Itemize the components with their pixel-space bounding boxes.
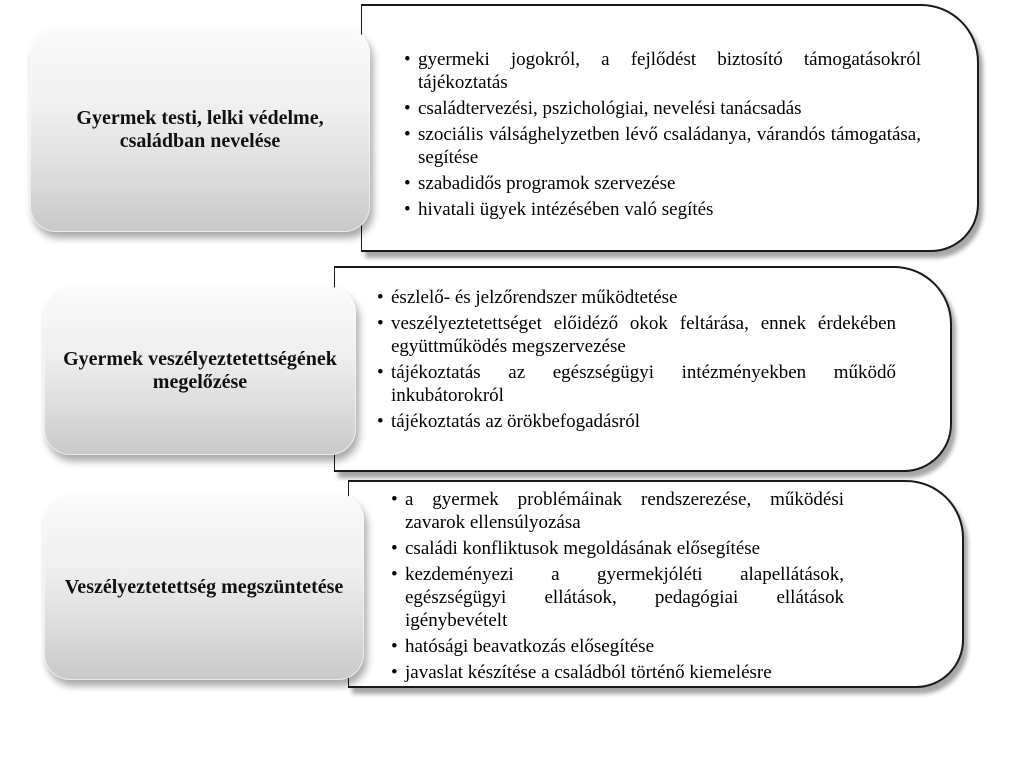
category-label-3: Veszélyeztetettség megszüntetése	[64, 575, 344, 598]
list-1	[362, 6, 977, 221]
list-item: • tájékoztatás az egészségügyi intézményekben működő inkubátorokról	[377, 362, 896, 406]
bullet-icon: •	[377, 411, 384, 432]
list-item: • családi konfliktusok megoldásának elősegítése	[391, 538, 761, 559]
bullet-icon: •	[377, 287, 384, 308]
list-item: • hatósági beavatkozás elősegítése	[391, 636, 655, 657]
list-item: • szociális válsághelyzetben lévő családanya, várandós támogatása, segítése	[404, 124, 921, 168]
category-box-1	[30, 28, 370, 232]
list-item: • kezdeményezi a gyermekjóléti alapellátások, egészségügyi ellátások, pedagógiai ellátások igénybevételt	[391, 564, 844, 631]
bullet-icon: •	[377, 313, 384, 334]
bullet-icon: •	[377, 362, 384, 383]
list-item: • gyermeki jogokról, a fejlődést biztosító támogatásokról tájékoztatás	[404, 49, 921, 93]
list-item: • a gyermek problémáinak rendszerezése, működési zavarok ellensúlyozása	[391, 489, 844, 533]
bullet-icon: •	[404, 98, 411, 119]
category-box-2	[44, 287, 356, 455]
bullet-icon: •	[404, 173, 411, 194]
list-item: • javaslat készítése a családból történő kiemelésre	[391, 662, 772, 683]
list-2	[335, 268, 950, 433]
bullet-icon: •	[391, 538, 398, 559]
bullet-icon: •	[404, 49, 411, 70]
list-panel-1	[361, 4, 979, 252]
category-label-2: Gyermek veszélyeztetettségének megelőzése	[63, 348, 337, 393]
list-item: • tájékoztatás az örökbefogadásról	[377, 411, 640, 432]
list-item: • szabadidős programok szervezése	[404, 173, 676, 194]
list-item: • hivatali ügyek intézésében való segítés	[404, 199, 714, 220]
bullet-icon: •	[391, 489, 398, 510]
bullet-icon: •	[391, 564, 398, 585]
list-item: • családtervezési, pszichológiai, nevelési tanácsadás	[404, 98, 802, 119]
list-item: • észlelő- és jelzőrendszer működtetése	[377, 287, 678, 308]
list-3	[349, 482, 962, 684]
category-box-3	[44, 494, 364, 680]
category-label-1: Gyermek testi, lelki védelme, családban nevelése	[76, 107, 324, 152]
bullet-icon: •	[391, 662, 398, 683]
bullet-icon: •	[404, 124, 411, 145]
list-item: • veszélyeztetettséget előidéző okok feltárása, ennek érdekében együttműködés megszervezése	[377, 313, 896, 357]
list-panel-2	[334, 266, 952, 472]
list-panel-3	[348, 480, 964, 688]
bullet-icon: •	[404, 199, 411, 220]
bullet-icon: •	[391, 636, 398, 657]
